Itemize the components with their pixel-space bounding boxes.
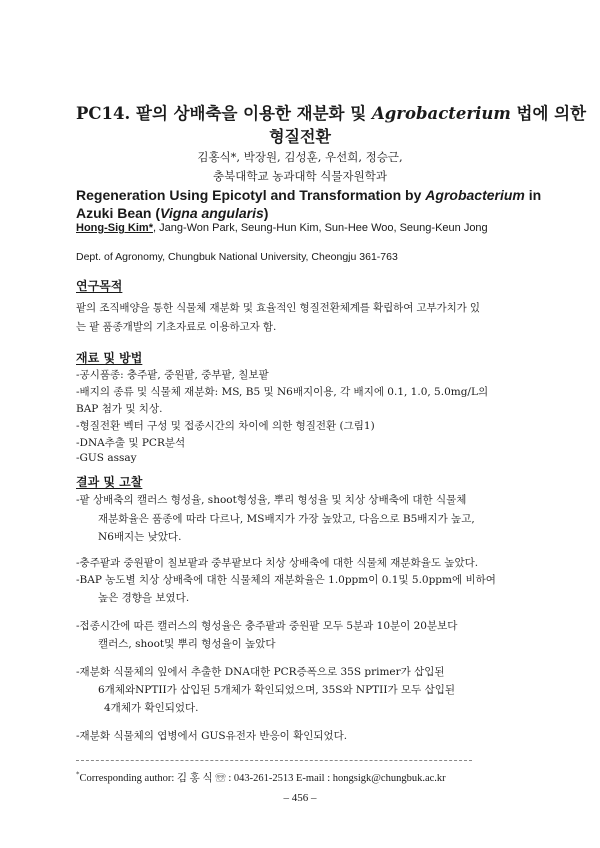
title-tail: 법에 의한 (516, 104, 587, 123)
title-line-2: 형질전환 (269, 127, 331, 146)
english-title-line-2 (76, 205, 268, 221)
footnote-divider (76, 760, 472, 761)
footnote-mark: * (76, 770, 80, 779)
title-latin-name: Agrobacterium (371, 104, 511, 123)
abstract-code: PC14. (76, 104, 131, 123)
methods-line: -DNA추출 및 PCR분석 (76, 437, 186, 449)
section-heading-results: 결과 및 고찰 (76, 475, 143, 489)
results-line: 캘러스, shoot및 뿌리 형성율이 높았다 (98, 638, 276, 650)
results-line: 6개체와NPTII가 삽입된 5개체가 확인되었으며, 35S와 NPTII가 모두 삽입된 (98, 684, 456, 696)
results-line: 4개체가 확인되었다. (104, 702, 199, 714)
department: Dept. of Agronomy, Chungbuk National University, Cheongju 361-763 (76, 251, 398, 263)
results-line: N6배지는 낮았다. (98, 531, 182, 543)
methods-line: -공시품종: 충주팥, 중원팥, 중부팥, 칠보팥 (76, 369, 269, 381)
results-line: 높은 경향을 보였다. (98, 592, 190, 604)
methods-line: -배지의 종류 및 식물체 재분화: MS, B5 및 N6배지이용, 각 배지에 0.1, 1.0, 5.0mg/L의 (76, 386, 489, 398)
english-title-part: Azuki Bean ( (76, 205, 161, 221)
section-heading-methods: 재료 및 방법 (76, 351, 143, 365)
results-line: -충주팥과 중원팥이 칠보팥과 중부팥보다 치상 상배축에 대한 식물체 재분화율도 높았다. (76, 557, 479, 569)
authors-korean: 김홍식*, 박장원, 김성훈, 우선희, 정승근, (197, 150, 403, 164)
authors-english (76, 222, 488, 234)
results-line: 재분화율은 품종에 따라 다르나, MS배지가 가장 높았고, 다음으로 B5배지가 높고, (98, 513, 475, 525)
corresponding-author: Hong-Sig Kim* (76, 222, 153, 234)
results-line: -재분화 식물체의 엽병에서 GUS유전자 반응이 확인되었다. (76, 730, 348, 742)
footnote-text: Corresponding author: 김 홍 식 ☏ : 043-261-2513 E-mail : hongsigk@chungbuk.ac.kr (79, 773, 446, 784)
results-line: -BAP 농도별 치상 상배축에 대한 식물체의 재분화율은 1.0ppm이 0.1및 5.0ppm에 비하여 (76, 574, 496, 586)
methods-line: BAP 첨가 및 치상. (76, 403, 163, 415)
page-number: – 456 – (283, 792, 317, 804)
section-heading-objective: 연구목적 (76, 279, 123, 293)
methods-line: -GUS assay (76, 452, 137, 464)
title-line-1 (76, 100, 586, 124)
results-line: -접종시간에 따른 캘러스의 형성율은 충주팥과 중원팥 모두 5분과 10분이 20분보다 (76, 620, 458, 632)
english-title-italic: Vigna angularis (160, 205, 264, 221)
english-title-italic: Agrobacterium (425, 187, 525, 203)
methods-line: -형질전환 벡터 구성 및 접종시간의 차이에 의한 형질전환 (그림1) (76, 420, 375, 432)
footnote (76, 770, 446, 785)
objective-line: 팥의 조직배양을 통한 식물체 재분화 및 효율적인 형질전환체계를 확립하여 고부가치가 있 (76, 302, 480, 314)
title-korean: 팥의 상배축을 이용한 재분화 및 (136, 104, 367, 123)
english-title-line-1 (76, 187, 541, 203)
results-line: -재분화 식물체의 잎에서 추출한 DNA대한 PCR증폭으로 35S primer가 삽입된 (76, 666, 445, 678)
co-authors: , Jang-Won Park, Seung-Hun Kim, Sun-Hee Woo, Seung-Keun Jong (153, 222, 488, 234)
english-title-part: in (524, 187, 542, 203)
results-line: -팥 상배축의 캘러스 형성율, shoot형성율, 뿌리 형성율 및 치상 상배축에 대한 식물체 (76, 494, 467, 506)
english-title-part: Regeneration Using Epicotyl and Transformation by (76, 187, 426, 203)
objective-line: 는 팥 품종개발의 기초자료로 이용하고자 함. (76, 321, 277, 333)
english-title-part: ) (263, 205, 269, 221)
affiliation-korean: 충북대학교 농과대학 식물자원학과 (213, 169, 387, 183)
